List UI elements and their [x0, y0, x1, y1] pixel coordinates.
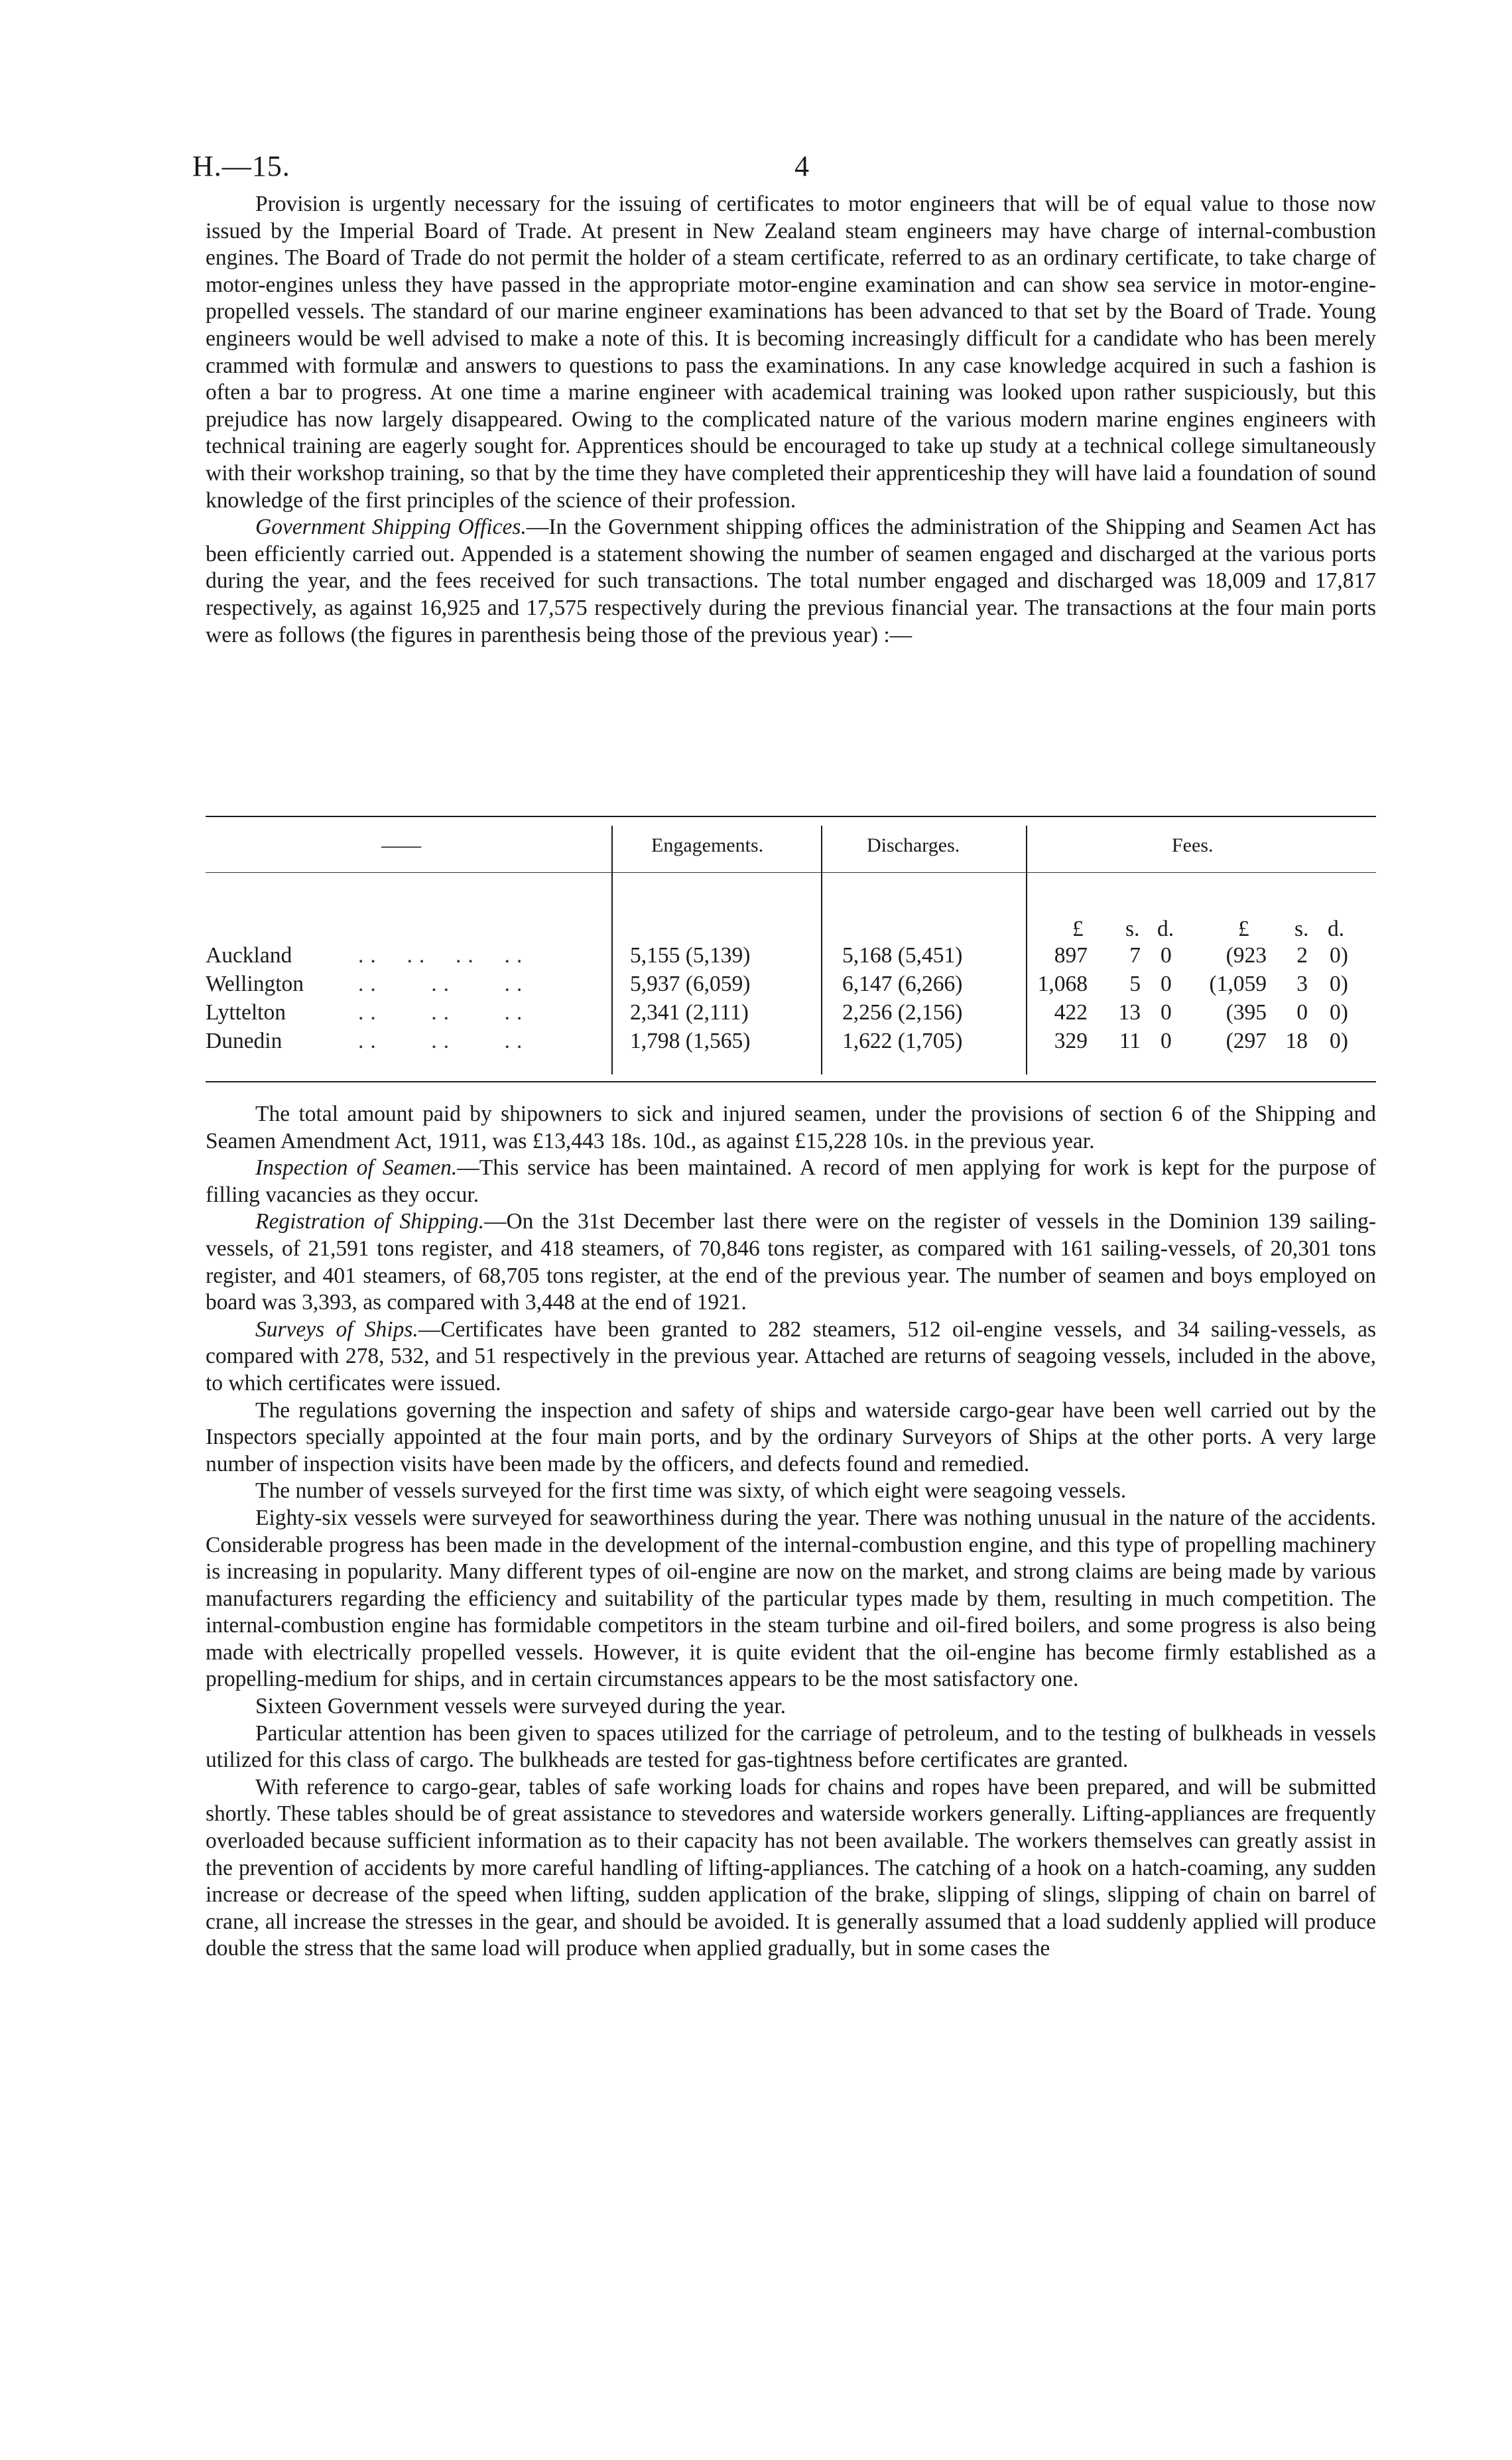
row-prev-pence: 0)	[1330, 1029, 1348, 1053]
row-fee-pence: 0	[1161, 1000, 1172, 1025]
row-fee-pence: 0	[1161, 972, 1172, 996]
row-fee-shillings: 5	[1129, 972, 1141, 996]
row-port: Wellington	[206, 972, 304, 996]
paragraph-motor-engineers: Provision is urgently necessary for the issuing of certificates to motor engineers that will be of equal value to those now issued by the Imperial Board of Trade. At present in New Zealand steam engineers may have charge of internal-combustion engines. The Board of Trade do not permit the holder of a steam certificate, referred to as an ordinary certificate, to take charge of motor-engines unless they have passed in the appropriate motor-engine examination and can show sea service in motor-engine-propelled vessels. The standard of our marine engineer examinations has been advanced to that set by the Board of Trade. Young engineers would be well advised to make a note of this. It is becoming increasingly difficult for a candidate who has been merely crammed with formulæ and answers to questions to pass the examinations. In any case knowledge acquired in such a fashion is often a bar to progress. At one time a marine engineer with academical training was looked upon rather suspiciously, but this prejudice has now largely disappeared. Owing to the complicated nature of the various modern marine engines engineers with technical training are eagerly sought for. Apprentices should be encouraged to take up study at a technical college simultaneously with their workshop training, so that by the time they have completed their apprenticeship they will have laid a foundation of sound knowledge of the first principles of the science of their profession.	[206, 192, 1376, 513]
row-port: Dunedin	[206, 1029, 283, 1053]
paragraph-inspection-of-seamen: Inspection of Seamen.—This service has been maintained. A record of men applying for work is kept for the purpose of filling vacancies as they occur.	[206, 1155, 1376, 1207]
page-number: 4	[794, 150, 809, 182]
leader-dots: .. .. ..	[358, 1029, 529, 1053]
row-fee-pounds: 897	[1054, 943, 1088, 968]
fee-subhead-pound: £	[1072, 917, 1084, 941]
row-discharges: 1,622 (1,705)	[842, 1029, 963, 1053]
row-discharges: 6,147 (6,266)	[842, 972, 963, 996]
row-prev-pounds: (297	[1226, 1029, 1267, 1053]
table-bottom-rule	[206, 1081, 1376, 1082]
table-header-rule	[206, 872, 1376, 873]
leader-dots: .. .. .. ..	[358, 943, 529, 968]
row-prev-shillings: 0	[1296, 1000, 1308, 1025]
fee-subhead-pence: d.	[1157, 917, 1174, 941]
header-fees: Fees.	[1172, 834, 1214, 856]
document-reference: H.—15.	[192, 150, 290, 182]
fee-subhead-prev-shilling: s.	[1294, 917, 1309, 941]
header-engagements: Engagements.	[651, 834, 764, 856]
section-heading: Government Shipping Offices.	[255, 515, 527, 540]
column-divider	[611, 826, 613, 1074]
section-heading: Inspection of Seamen.	[255, 1155, 458, 1181]
fee-subhead-prev-pound: £	[1238, 917, 1249, 941]
row-engagements: 2,341 (2,111)	[630, 1000, 749, 1025]
paragraph-first-time-surveys: The number of vessels surveyed for the first time was sixty, of which eight were seagoing vessels.	[255, 1478, 1127, 1504]
paragraph-surveys-of-ships: Surveys of Ships.—Certificates have been granted to 282 steamers, 512 oil-engine vessels, and 34 sailing-vessels, as compared with 278, 532, and 51 respectively in the previous year. Attached are returns of seagoing vessels, included in the above, to which certificates were issued.	[206, 1317, 1376, 1395]
row-prev-pence: 0)	[1330, 972, 1348, 996]
paragraph-seaworthiness: Eighty-six vessels were surveyed for seaworthiness during the year. There was nothing unusual in the nature of the accidents. Considerable progress has been made in the development of the internal-combustion engine, and this type of propelling machinery is increasing in popularity. Many different types of oil-engine are now on the market, and strong claims are being made by various manufacturers regarding the efficiency and suitability of the particular types made by them, resulting in much competition. The internal-combustion engine has formidable competitors in the steam turbine and oil-fired boilers, and some progress is also being made with electrically propelled vessels. However, it is quite evident that the oil-engine has become firmly established as a propelling-medium for ships, and in certain circumstances appears to be the most satisfactory one.	[206, 1505, 1376, 1692]
paragraph-government-vessels: Sixteen Government vessels were surveyed during the year.	[255, 1694, 787, 1719]
row-prev-shillings: 18	[1285, 1029, 1308, 1053]
row-fee-pounds: 1,068	[1037, 972, 1088, 996]
paragraph-registration-of-shipping: Registration of Shipping.—On the 31st December last there were on the register of vessels in the Dominion 139 sailing-vessels, of 21,591 tons register, and 418 steamers, of 70,846 tons register, as compared with 161 sailing-vessels, of 20,301 tons register, and 401 steamers, of 68,705 tons register, at the end of the previous year. The number of seamen and boys employed on board was 3,393, as compared with 3,448 at the end of 1921.	[206, 1209, 1376, 1315]
row-fee-pounds: 329	[1054, 1029, 1088, 1053]
column-divider	[821, 826, 822, 1074]
fee-subhead-shilling: s.	[1125, 917, 1140, 941]
row-fee-shillings: 13	[1118, 1000, 1141, 1025]
leader-dots: .. .. ..	[358, 1000, 529, 1025]
header-port: ——	[381, 834, 421, 856]
text-block-after-table	[206, 1101, 1376, 1963]
row-fee-pounds: 422	[1054, 1000, 1088, 1025]
row-prev-shillings: 3	[1296, 972, 1308, 996]
paragraph-regulations: The regulations governing the inspection and safety of ships and waterside cargo-gear have been well carried out by the Inspectors specially appointed at the four main ports, and by the ordinary Surveyors of Ships at the other ports. A very large number of inspection visits have been made by the officers, and defects found and remedied.	[206, 1397, 1376, 1476]
paragraph-sick-seamen: The total amount paid by shipowners to sick and injured seamen, under the provisions of section 6 of the Shipping and Seamen Amendment Act, 1911, was £13,443 18s. 10d., as against £15,228 10s. in the previous year.	[206, 1102, 1376, 1153]
seamen-transactions-table	[206, 816, 1376, 1084]
row-prev-pence: 0)	[1330, 943, 1348, 968]
leader-dots: .. .. ..	[358, 972, 529, 996]
row-engagements: 5,937 (6,059)	[630, 972, 751, 996]
row-fee-pence: 0	[1161, 943, 1172, 968]
header-discharges: Discharges.	[867, 834, 960, 856]
row-engagements: 5,155 (5,139)	[630, 943, 751, 968]
text-block-before-table	[206, 191, 1376, 649]
row-fee-pence: 0	[1161, 1029, 1172, 1053]
row-port: Lyttelton	[206, 1000, 286, 1025]
table-top-rule	[206, 816, 1376, 817]
paragraph-government-shipping-offices: Government Shipping Offices.—In the Government shipping offices the administration of the Shipping and Seamen Act has been efficiently carried out. Appended is a statement showing the number of seamen engaged and discharged at the various ports during the year, and the fees received for such transactions. The total number engaged and discharged was 18,009 and 17,817 respectively, as against 16,925 and 17,575 respectively during the previous financial year. The transactions at the four main ports were as follows (the figures in parenthesis being those of the previous year) :—	[206, 515, 1376, 647]
row-prev-pounds: (1,059	[1209, 972, 1267, 996]
row-prev-pence: 0)	[1330, 1000, 1348, 1025]
row-prev-shillings: 2	[1296, 943, 1308, 968]
row-discharges: 5,168 (5,451)	[842, 943, 963, 968]
fee-subhead-prev-pence: d.	[1328, 917, 1345, 941]
row-engagements: 1,798 (1,565)	[630, 1029, 751, 1053]
row-prev-pounds: (395	[1226, 1000, 1267, 1025]
row-discharges: 2,256 (2,156)	[842, 1000, 963, 1025]
section-heading: Registration of Shipping.	[255, 1209, 484, 1234]
section-heading: Surveys of Ships.	[255, 1317, 418, 1342]
row-fee-shillings: 11	[1119, 1029, 1141, 1053]
paragraph-petroleum: Particular attention has been given to spaces utilized for the carriage of petroleum, and to the testing of bulkheads in vessels utilized for this class of cargo. The bulkheads are tested for gas-tightness before certificates are granted.	[206, 1720, 1376, 1773]
row-port: Auckland	[206, 943, 292, 968]
paragraph-cargo-gear: With reference to cargo-gear, tables of safe working loads for chains and ropes have been prepared, and will be submitted shortly. These tables should be of great assistance to stevedores and waterside workers generally. Lifting-appliances are frequently overloaded because sufficient information as to their capacity has not been available. The workers themselves can greatly assist in the prevention of accidents by more careful handling of lifting-appliances. The catching of a hook on a hatch-coaming, any sudden increase or decrease of the speed when lifting, sudden application of the brake, slipping of slings, slipping of chain on barrel of crane, all increase the stresses in the gear, and should be avoided. It is generally assumed that a load suddenly applied will produce double the stress that the same load will produce when applied gradually, but in some cases the	[206, 1774, 1376, 1961]
row-fee-shillings: 7	[1129, 943, 1141, 968]
row-prev-pounds: (923	[1226, 943, 1267, 968]
